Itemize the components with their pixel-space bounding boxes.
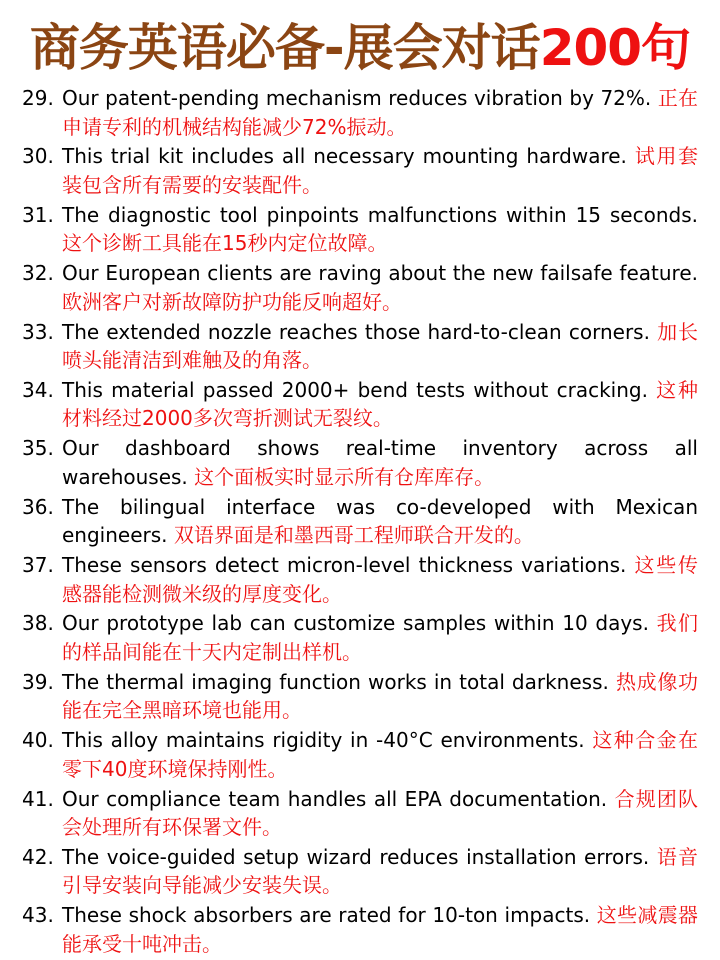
phrase-english: The thermal imaging function works in total darkness.	[62, 669, 609, 694]
phrase-item	[22, 551, 698, 608]
phrase-item	[22, 434, 698, 491]
phrase-chinese: 这些减震器能承受十吨冲击。	[62, 903, 699, 956]
phrase-english: This trial kit includes all necessary mounting hardware.	[62, 144, 627, 169]
phrase-chinese: 这个面板实时显示所有仓库库存。	[194, 464, 495, 489]
phrase-text	[62, 84, 698, 141]
phrase-item	[22, 142, 698, 199]
page-title	[0, 18, 720, 78]
phrase-item	[22, 726, 698, 783]
phrase-item	[22, 668, 698, 725]
phrase-chinese: 合规团队会处理所有环保署文件。	[62, 786, 699, 840]
phrase-item	[22, 609, 698, 666]
phrase-item	[22, 201, 698, 258]
phrase-chinese: 这种合金在零下40度环境保持刚性。	[62, 728, 699, 781]
phrase-text	[62, 318, 698, 375]
phrase-text	[62, 201, 698, 258]
title-count: 200句	[539, 19, 691, 77]
phrase-number: 42.	[22, 844, 54, 869]
phrase-text	[62, 376, 698, 433]
phrase-text	[62, 434, 698, 491]
phrase-item	[22, 259, 698, 316]
phrase-english: The voice-guided setup wizard reduces installation errors.	[62, 844, 650, 869]
phrase-text	[62, 901, 698, 958]
phrase-english: The extended nozzle reaches those hard-to-clean corners.	[62, 319, 650, 344]
phrase-chinese: 正在申请专利的机械结构能减少72%振动。	[62, 86, 698, 139]
phrase-number: 31.	[22, 202, 54, 227]
phrase-list	[22, 84, 698, 960]
phrase-chinese: 热成像功能在完全黑暗环境也能用。	[62, 669, 699, 723]
phrase-chinese: 这些传感器能检测微米级的厚度变化。	[62, 553, 699, 606]
phrase-item	[22, 84, 698, 141]
phrase-english: This material passed 2000+ bend tests without cracking.	[62, 377, 648, 402]
phrase-text	[62, 843, 698, 900]
phrase-item	[22, 785, 698, 842]
phrase-number: 34.	[22, 377, 54, 402]
phrase-chinese: 加长喷头能清洁到难触及的角落。	[62, 319, 698, 373]
phrase-english: Our patent-pending mechanism reduces vibration by 72%.	[62, 86, 652, 110]
phrase-english: The bilingual interface was co-developed with Mexican engineers.	[62, 494, 698, 548]
phrase-english: These sensors detect micron-level thickness variations.	[62, 553, 627, 577]
phrase-english: Our prototype lab can customize samples within 10 days.	[62, 611, 649, 636]
phrase-chinese: 这种材料经过2000多次弯折测试无裂纹。	[62, 377, 698, 431]
phrase-text	[62, 142, 698, 199]
phrase-number: 29.	[22, 86, 54, 110]
phrase-chinese: 欧洲客户对新故障防护功能反响超好。	[62, 289, 402, 314]
phrase-chinese: 我们的样品间能在十天内定制出样机。	[62, 611, 699, 664]
phrase-chinese: 试用套装包含所有需要的安装配件。	[62, 144, 698, 197]
phrase-number: 41.	[22, 786, 54, 811]
phrase-item	[22, 843, 698, 900]
phrase-text	[62, 493, 698, 550]
phrase-item	[22, 376, 698, 433]
phrase-item	[22, 318, 698, 375]
phrase-number: 32.	[22, 261, 54, 286]
phrase-number: 35.	[22, 436, 54, 461]
phrase-text	[62, 551, 698, 608]
phrase-number: 40.	[22, 728, 54, 753]
phrase-english: Our compliance team handles all EPA documentation.	[62, 786, 608, 811]
phrase-english: These shock absorbers are rated for 10-ton impacts.	[62, 903, 591, 928]
phrase-chinese: 这个诊断工具能在15秒内定位故障。	[62, 231, 388, 256]
phrase-chinese: 语音引导安装向导能减少安装失误。	[62, 844, 699, 898]
phrase-item	[22, 493, 698, 550]
phrase-text	[62, 668, 698, 725]
phrase-number: 30.	[22, 144, 54, 169]
title-main: 商务英语必备-展会对话	[29, 19, 540, 77]
phrase-english: The diagnostic tool pinpoints malfunctions within 15 seconds.	[62, 202, 698, 227]
phrase-number: 36.	[22, 494, 54, 519]
phrase-english: Our European clients are raving about the new failsafe feature.	[62, 261, 698, 286]
phrase-english: This alloy maintains rigidity in -40°C environments.	[62, 728, 585, 753]
phrase-text	[62, 609, 698, 666]
phrase-number: 38.	[22, 611, 54, 636]
phrase-text	[62, 259, 698, 316]
phrase-number: 37.	[22, 553, 54, 577]
phrase-number: 43.	[22, 903, 54, 928]
phrase-text	[62, 785, 698, 842]
phrase-item	[22, 901, 698, 958]
phrase-text	[62, 726, 698, 783]
phrase-number: 39.	[22, 669, 54, 694]
phrase-number: 33.	[22, 319, 54, 344]
phrase-chinese: 双语界面是和墨西哥工程师联合开发的。	[173, 523, 534, 548]
phrase-english: Our dashboard shows real-time inventory across all warehouses.	[62, 436, 698, 489]
